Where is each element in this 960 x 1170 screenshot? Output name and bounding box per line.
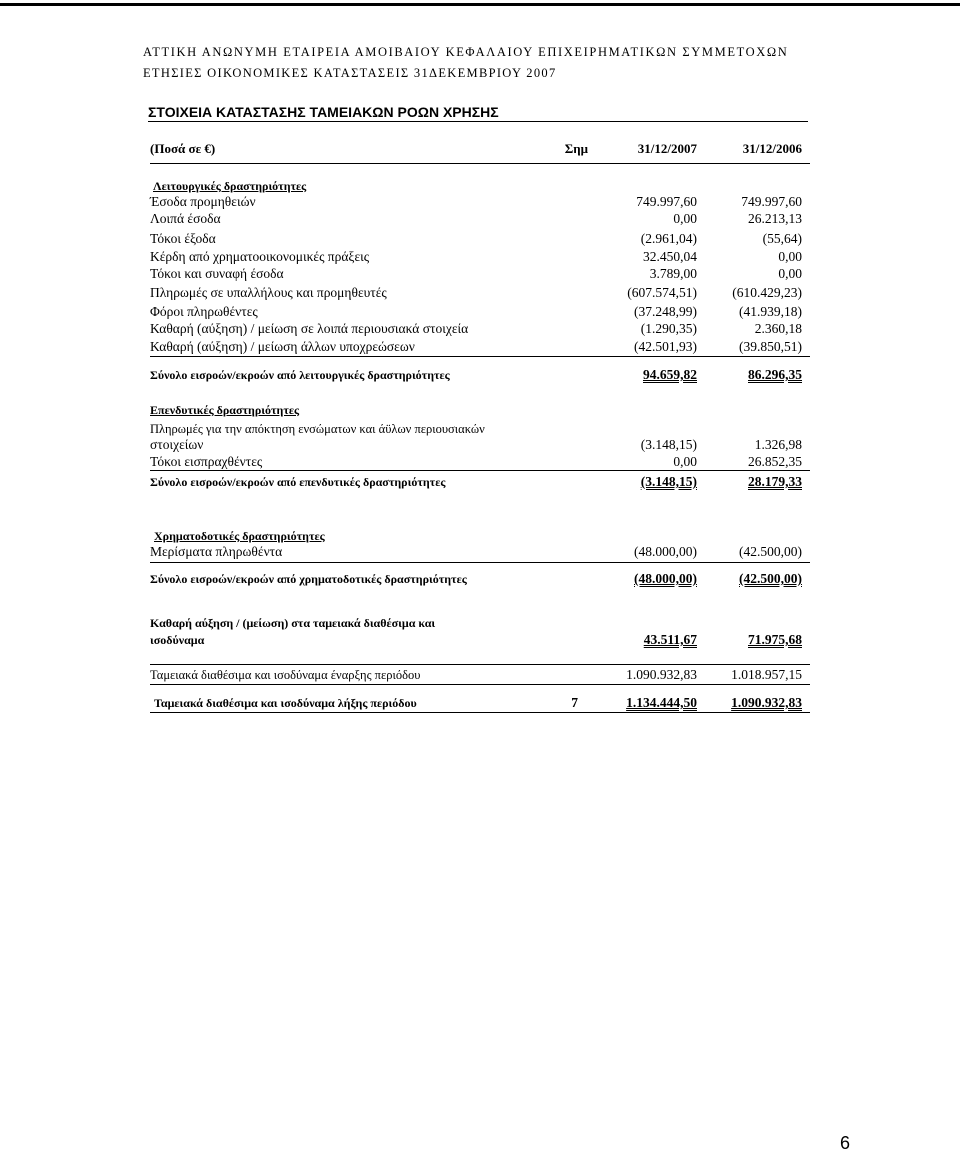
title-rule (148, 121, 808, 122)
table-row: Μερίσματα πληρωθέντα (48.000,00) (42.500,00) (150, 544, 802, 559)
table-row: Πληρωμές σε υπαλλήλους και προμηθευτές (607.574,51) (610.429,23) (150, 285, 802, 300)
financing-total-row: Σύνολο εισροών/εκροών από χρηματοδοτικές δραστηριότητες (48.000,00) (42.500,00) (150, 571, 802, 586)
table-row: Φόροι πληρωθέντες (37.248,99) (41.939,18) (150, 304, 802, 319)
column-2007-header: 31/12/2007 (637, 141, 697, 156)
financing-rule (150, 562, 810, 563)
operating-heading: Λειτουργικές δραστηριότητες (153, 179, 307, 193)
top-border (0, 3, 960, 6)
closing-balance-row: Ταμειακά διαθέσιμα και ισοδύναμα λήξης περιόδου 7 1.134.444,50 1.090.932,83 (154, 695, 802, 710)
table-row: Κέρδη από χρηματοοικονομικές πράξεις 32.450,04 0,00 (150, 249, 802, 264)
investing-heading-row (150, 401, 810, 419)
table-row: Καθαρή (αύξηση) / μείωση σε λοιπά περιουσιακά στοιχεία (1.290,35) 2.360,18 (150, 321, 802, 336)
table-row: Τόκοι έξοδα (2.961,04) (55,64) (150, 231, 802, 246)
table-row: στοιχείων (3.148,15) 1.326,98 (150, 437, 802, 452)
table-row: Λοιπά έσοδα 0,00 26.213,13 (150, 211, 802, 226)
investing-heading: Επενδυτικές δραστηριότητες (150, 403, 300, 417)
note-column-header: Σημ (564, 141, 588, 156)
header-rule (150, 163, 810, 164)
statement-title: ΣΤΟΙΧΕΙΑ ΚΑΤΑΣΤΑΣΗΣ ΤΑΜΕΙΑΚΩΝ ΡΟΩΝ ΧΡΗΣΗΣ (148, 104, 499, 120)
opening-rule-bottom (150, 684, 810, 685)
amounts-label: (Ποσά σε €) (150, 141, 216, 156)
table-row: Έσοδα προμηθειών 749.997,60 749.997,60 (150, 194, 802, 209)
closing-note-ref: 7 (571, 695, 578, 710)
opening-balance-row: Ταμειακά διαθέσιμα και ισοδύναμα έναρξης περιόδου 1.090.932,83 1.018.957,15 (150, 667, 802, 682)
net-change-row-line1: Καθαρή αύξηση / (μείωση) στα ταμειακά διαθέσιμα και (150, 616, 436, 630)
opening-rule-top (150, 664, 810, 665)
operating-rule (150, 356, 810, 357)
closing-rule (150, 712, 810, 713)
operating-total-row: Σύνολο εισροών/εκροών από λειτουργικές δραστηριότητες 94.659,82 86.296,35 (150, 367, 802, 382)
financing-heading: Χρηματοδοτικές δραστηριότητες (154, 529, 325, 543)
page-number: 6 (839, 1133, 850, 1153)
company-name: ΑΤΤΙΚΗ ΑΝΩΝΥΜΗ ΕΤΑΙΡΕΙΑ ΑΜΟΙΒΑΙΟΥ ΚΕΦΑΛΑΙΟΥ ΕΠΙΧΕΙΡΗΜΑΤΙΚΩΝ ΣΥΜΜΕΤΟΧΩΝ (143, 45, 789, 59)
report-name: ΕΤΗΣΙΕΣ ΟΙΚΟΝΟΜΙΚΕΣ ΚΑΤΑΣΤΑΣΕΙΣ 31ΔΕΚΕΜΒΡΙΟΥ 2007 (143, 66, 557, 80)
net-change-row-line2: ισοδύναμα 43.511,67 71.975,68 (150, 632, 802, 647)
table-row: Τόκοι και συναφή έσοδα 3.789,00 0,00 (150, 266, 802, 281)
table-row: Καθαρή (αύξηση) / μείωση άλλων υποχρεώσεων (42.501,93) (39.850,51) (150, 339, 802, 354)
table-row: Τόκοι εισπραχθέντες 0,00 26.852,35 (150, 454, 802, 469)
column-header-row (150, 140, 810, 158)
table-row: Πληρωμές για την απόκτηση ενσώματων και άϋλων περιουσιακών (150, 422, 485, 436)
investing-rule (150, 470, 810, 471)
column-2006-header: 31/12/2006 (742, 141, 802, 156)
investing-total-row: Σύνολο εισροών/εκροών από επενδυτικές δραστηριότητες (3.148,15) 28.179,33 (150, 474, 802, 489)
